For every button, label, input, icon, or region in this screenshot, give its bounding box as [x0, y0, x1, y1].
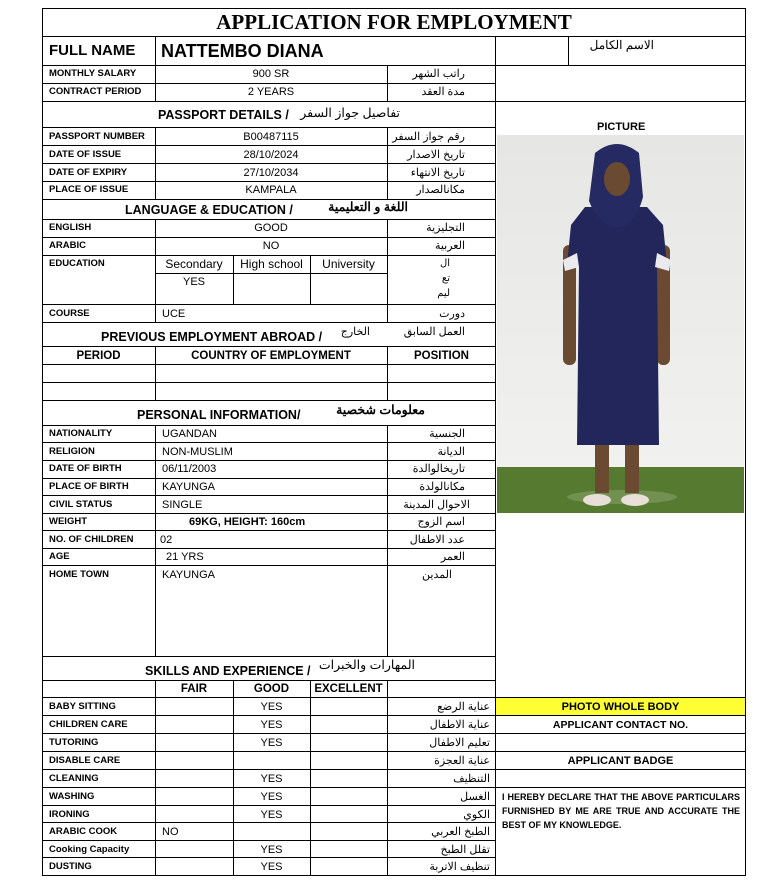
contract-value: 2 YEARS [247, 86, 295, 98]
passport-heading-ar: تفاصيل جواز السفر [300, 106, 400, 120]
skill-disable-care-label: DISABLE CARE [49, 755, 121, 766]
skill-ironing-label: IRONING [49, 809, 90, 820]
contract-label: CONTRACT PERIOD [49, 86, 142, 97]
english-label: ENGLISH [49, 222, 92, 233]
education-col-high-school: High school [240, 257, 303, 271]
language-heading-ar: اللغة و التعليمية [328, 200, 408, 214]
course-label: COURSE [49, 308, 90, 319]
religion-label: RELIGION [49, 446, 95, 457]
home-town-ar: المدين [422, 569, 452, 581]
declaration-text: I HEREBY DECLARE THAT THE ABOVE PARTICULARS FURNISHED BY ME ARE TRUE AND ACCURATE THE BEST OF MY KNOWLEDGE. [502, 792, 740, 830]
skill-baby-sitting-label: BABY SITTING [49, 701, 116, 712]
home-town-label: HOME TOWN [49, 569, 109, 580]
full-name-value: NATTEMBO DIANA [161, 41, 324, 61]
skill-tutoring-good: YES [260, 737, 283, 749]
previous-heading-ar-1: العمل السابق [403, 326, 465, 338]
form-title: APPLICATION FOR EMPLOYMENT [216, 10, 572, 34]
course-value: UCE [162, 308, 186, 320]
skill-children-care-ar: عناية الاطفال [429, 719, 490, 731]
nationality-value: UGANDAN [162, 428, 218, 440]
skill-disable-care-ar: عناية العجزة [434, 755, 490, 767]
date-of-expiry-value: 27/10/2034 [243, 167, 299, 179]
full-name-ar: الاسم الكامل [589, 38, 654, 52]
applicant-figure-illustration [497, 135, 744, 513]
children-value: 02 [160, 534, 173, 546]
date-of-issue-label: DATE OF ISSUE [49, 149, 122, 160]
skill-dusting-ar: تنظيف الاتربة [429, 861, 490, 873]
skill-cooking-capacity-label: Cooking Capacity [49, 844, 130, 855]
skill-cleaning-label: CLEANING [49, 773, 99, 784]
education-ar-1: ال [439, 258, 450, 269]
skill-washing-label: WASHING [49, 791, 95, 802]
skill-dusting-good: YES [260, 861, 283, 873]
passport-number-ar: رقم جواز السفر [392, 131, 465, 143]
passport-number-value: B00487115 [243, 131, 299, 143]
civil-status-label: CIVIL STATUS [49, 499, 113, 510]
education-label: EDUCATION [49, 258, 105, 269]
age-ar: العمر [440, 551, 465, 563]
education-col-secondary: Secondary [165, 257, 223, 271]
civil-status-ar: الاحوال المدينة [403, 499, 470, 511]
english-ar: التجليزية [426, 222, 465, 234]
skill-dusting-label: DUSTING [49, 861, 92, 872]
skill-arabic-cook-label: ARABIC COOK [49, 826, 118, 837]
weight-ar: اسم الزوج [417, 516, 465, 528]
personal-heading-ar: معلومات شخصية [336, 403, 425, 417]
skills-col-fair: FAIR [180, 683, 208, 695]
contract-ar: مدة العقد [421, 86, 465, 98]
civil-status-value: SINGLE [162, 499, 203, 511]
arabic-label: ARABIC [49, 240, 86, 251]
date-of-birth-label: DATE OF BIRTH [49, 463, 122, 474]
skill-tutoring-ar: تعليم الاطفال [429, 737, 490, 749]
skill-cleaning-good: YES [260, 773, 283, 785]
date-of-birth-ar: تاريخالوالدة [412, 463, 465, 475]
skill-arabic-cook-fair: NO [162, 826, 179, 838]
english-value: GOOD [254, 222, 288, 234]
skill-cooking-capacity-ar: تقلل الطبخ [440, 844, 490, 856]
personal-heading: PERSONAL INFORMATION/ [137, 408, 301, 422]
skills-heading-ar: المهارات والخبرات [318, 658, 415, 672]
place-of-birth-value: KAYUNGA [162, 481, 215, 493]
date-of-expiry-label: DATE OF EXPIRY [49, 167, 128, 178]
date-of-issue-ar: تاريخ الاصدار [407, 149, 465, 161]
education-col-university: University [322, 257, 375, 271]
previous-col-country: COUNTRY OF EMPLOYMENT [191, 350, 351, 362]
skill-baby-sitting-good: YES [260, 701, 283, 713]
home-town-value: KAYUNGA [162, 569, 215, 581]
skills-col-good: GOOD [253, 683, 290, 695]
full-name-label: FULL NAME [49, 42, 136, 59]
skill-arabic-cook-ar: الطبخ العربي [431, 826, 490, 838]
applicant-badge-label: APPLICANT BADGE [567, 755, 674, 767]
nationality-label: NATIONALITY [49, 428, 113, 439]
skill-baby-sitting-ar: عناية الرضع [437, 701, 490, 713]
arabic-value: NO [262, 240, 280, 252]
passport-number-label: PASSPORT NUMBER [49, 131, 145, 142]
place-of-birth-label: PLACE OF BIRTH [49, 481, 129, 492]
place-of-birth-ar: مكانالولدة [419, 481, 465, 493]
place-of-issue-ar: مكانالصدار [416, 184, 465, 196]
skills-heading: SKILLS AND EXPERIENCE / [145, 664, 311, 678]
skill-ironing-ar: الكوي [463, 809, 490, 821]
date-of-issue-value: 28/10/2024 [243, 149, 299, 161]
course-ar: دورت [439, 308, 465, 320]
education-ar-3: ليم [437, 288, 450, 299]
picture-label: PICTURE [597, 121, 646, 133]
place-of-issue-value: KAMPALA [245, 184, 297, 196]
skills-col-excellent: EXCELLENT [314, 683, 383, 695]
previous-heading-ar-2: الخارج [340, 326, 370, 338]
skill-ironing-good: YES [260, 809, 283, 821]
religion-ar: الديانة [437, 446, 465, 458]
children-ar: عدد الاطفال [409, 534, 465, 546]
skill-washing-ar: الغسل [460, 791, 490, 803]
date-of-birth-value: 06/11/2003 [162, 463, 217, 475]
skill-washing-good: YES [260, 791, 283, 803]
age-label: AGE [49, 551, 70, 562]
photo-whole-body-label: PHOTO WHOLE BODY [561, 701, 680, 713]
applicant-photo [497, 135, 744, 513]
applicant-contact-label: APPLICANT CONTACT NO. [552, 719, 689, 731]
previous-col-position: POSITION [414, 350, 469, 362]
weight-label: WEIGHT [49, 516, 87, 527]
skill-tutoring-label: TUTORING [49, 737, 99, 748]
nationality-ar: الجنسية [429, 428, 465, 440]
arabic-ar: العربية [434, 240, 465, 252]
place-of-issue-label: PLACE OF ISSUE [49, 184, 129, 195]
age-value: 21 YRS [166, 551, 204, 563]
salary-ar: راتب الشهر [412, 68, 465, 80]
weight-value: 69KG, HEIGHT: 160cm [189, 516, 306, 528]
children-label: NO. OF CHILDREN [49, 534, 134, 545]
previous-col-period: PERIOD [76, 350, 121, 362]
previous-employment-heading: PREVIOUS EMPLOYMENT ABROAD / [101, 330, 323, 344]
education-ar-2: تع [441, 273, 450, 284]
skill-cleaning-ar: التنظيف [453, 773, 490, 785]
language-heading: LANGUAGE & EDUCATION / [125, 203, 293, 217]
skill-cooking-capacity-good: YES [260, 844, 283, 856]
skill-children-care-good: YES [260, 719, 283, 731]
salary-value: 900 SR [252, 68, 290, 80]
salary-label: MONTHLY SALARY [49, 68, 137, 79]
religion-value: NON-MUSLIM [162, 446, 233, 458]
passport-heading: PASSPORT DETAILS / [158, 108, 289, 122]
date-of-expiry-ar: تاريخ الانتهاء [410, 167, 465, 179]
skill-children-care-label: CHILDREN CARE [49, 719, 128, 730]
education-value: YES [182, 276, 205, 288]
